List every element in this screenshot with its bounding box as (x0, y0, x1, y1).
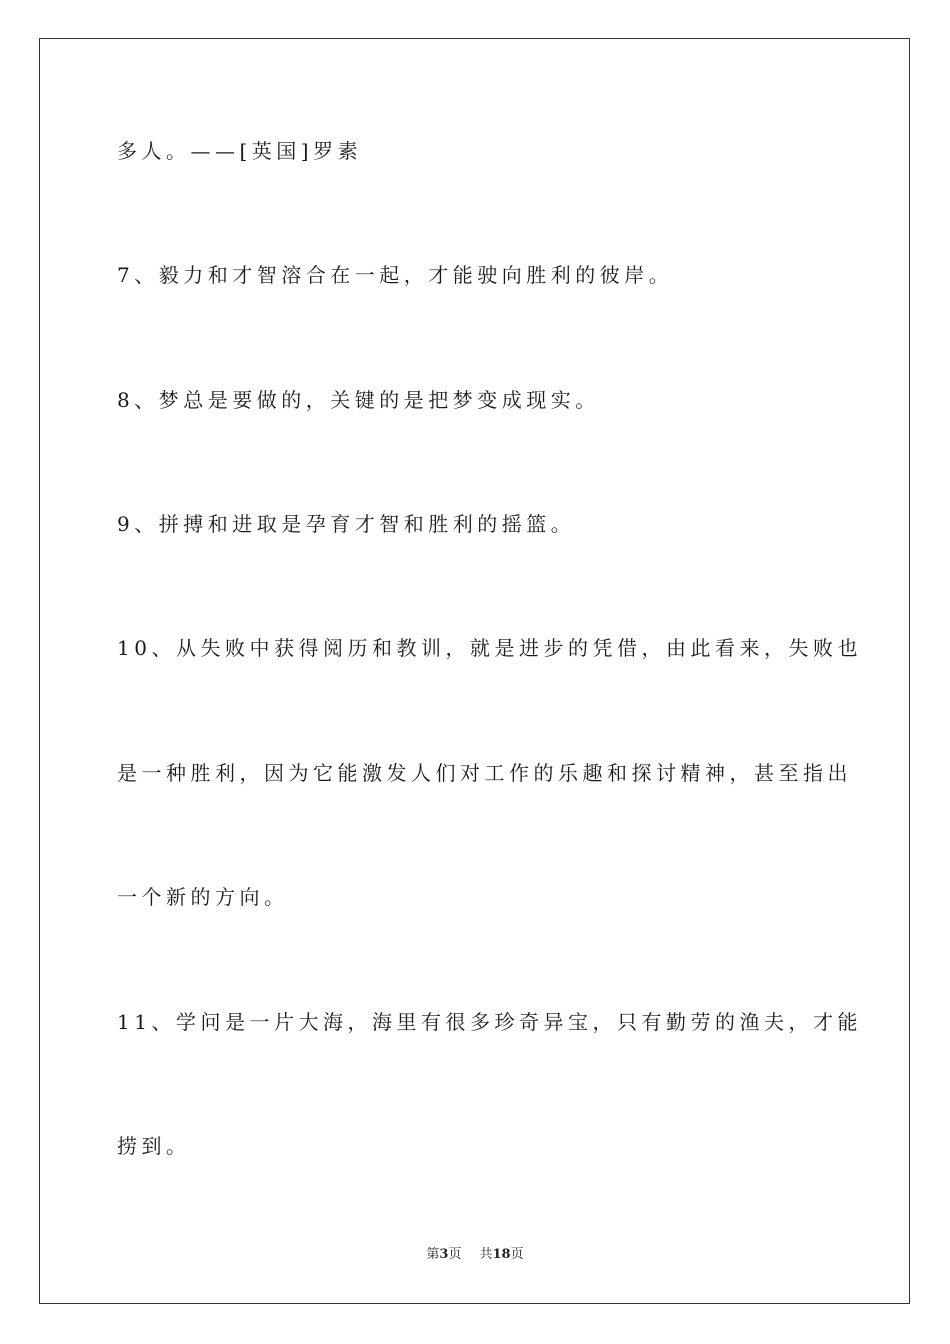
page-prefix: 第 (426, 1247, 440, 1262)
page-suffix: 页 (448, 1247, 462, 1262)
page-border (39, 38, 910, 1304)
text-line-1: 多人。——[英国]罗素 (117, 139, 363, 163)
total-suffix: 页 (510, 1247, 524, 1262)
text-line-3: 8、梦总是要做的，关键的是把梦变成现实。 (117, 388, 600, 412)
total-prefix: 共 (479, 1247, 493, 1262)
text-line-6: 是一种胜利，因为它能激发人们对工作的乐趣和探讨精神，甚至指出 (117, 761, 852, 785)
text-line-7: 一个新的方向。 (117, 885, 289, 909)
text-line-4: 9、拼搏和进取是孕育才智和胜利的摇篮。 (117, 512, 576, 536)
page-number: 3 (439, 1247, 449, 1262)
text-line-8: 11、学问是一片大海，海里有很多珍奇异宝，只有勤劳的渔夫，才能 (117, 1010, 862, 1034)
total-pages: 18 (492, 1247, 511, 1262)
text-line-9: 捞到。 (117, 1134, 191, 1158)
text-line-5: 10、从失败中获得阅历和教训，就是进步的凭借，由此看来，失败也 (117, 636, 862, 660)
page-footer (0, 1247, 950, 1263)
text-line-2: 7、毅力和才智溶合在一起，才能驶向胜利的彼岸。 (117, 263, 674, 287)
